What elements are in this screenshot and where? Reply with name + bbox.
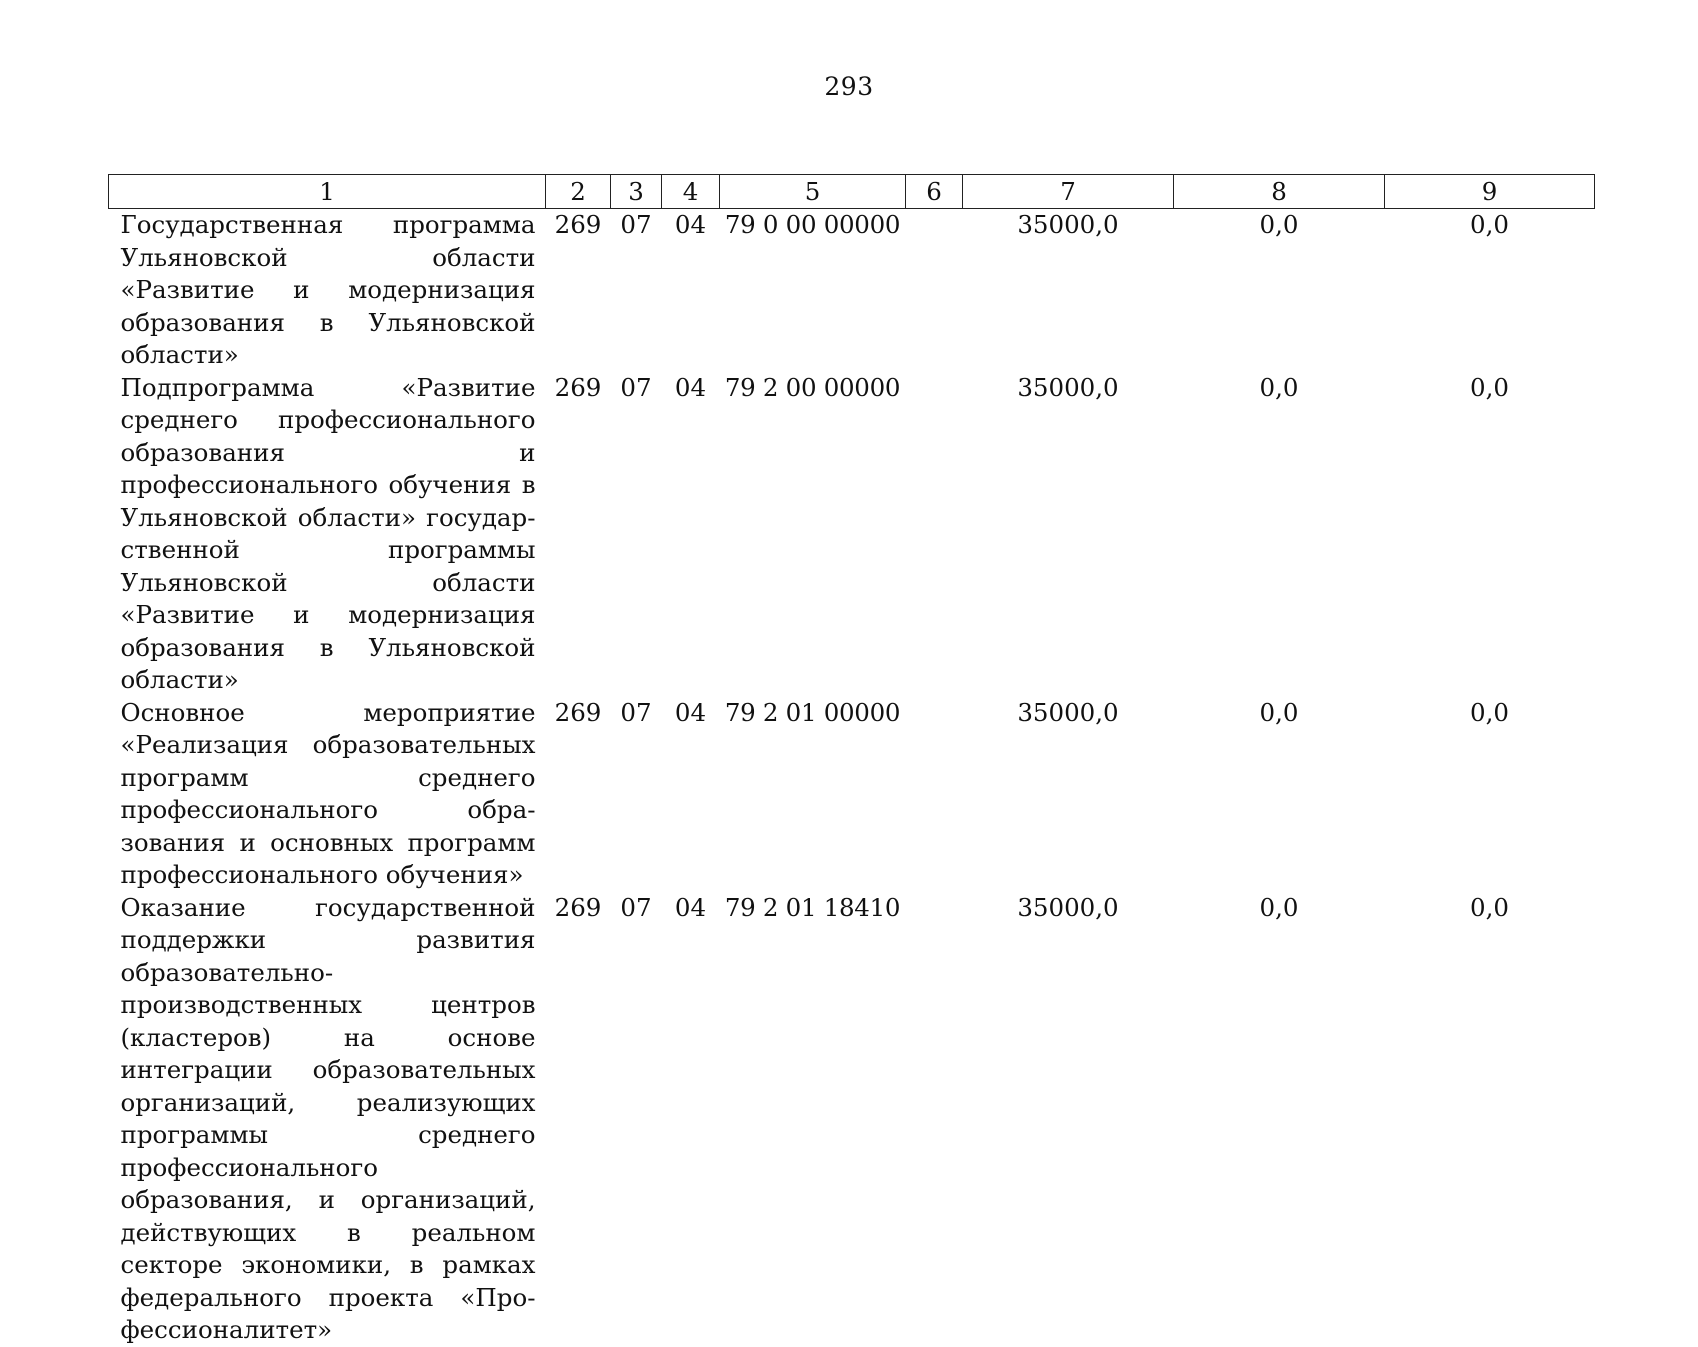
cell-col9: 0,0 [1470,892,1509,922]
row-description: Основное мероприятие «Реализация образовательных программ среднего профессионального образования и основных программ профессионального обучения» [120,697,536,889]
column-header-6: 6 [906,175,963,209]
column-header-7: 7 [963,175,1174,209]
table-header-row [109,175,1595,209]
cell-col8: 0,0 [1259,892,1299,922]
column-header-8: 8 [1174,175,1385,209]
table-row [109,209,1595,372]
cell-col6 [906,372,963,697]
column-header-2: 2 [546,175,611,209]
cell-col6 [906,697,963,892]
cell-col6 [906,892,963,1347]
cell-col3: 07 [620,697,652,727]
cell-col5: 79 0 00 00000 [724,210,901,239]
cell-col7: 35000,0 [1017,697,1119,727]
cell-col4: 04 [674,697,707,727]
budget-table [108,174,1595,1347]
cell-col5: 79 2 01 18410 [724,892,901,922]
cell-col6 [906,209,963,372]
cell-col8: 0,0 [1259,210,1299,239]
cell-col5: 79 2 00 00000 [724,372,901,402]
cell-col8: 0,0 [1259,372,1299,402]
cell-col3: 07 [620,372,652,402]
cell-col5: 79 2 01 00000 [724,697,901,727]
row-description: Подпрограмма «Развитие среднего профессионального образования и профессионального обучения в Ульяновской области» государственной программы Ульяновской области «Развитие и модернизация образования в Ульяновской области» [120,372,536,694]
row-description: Государственная программа Ульяновской области «Развитие и модернизация образования в Ульяновской области» [120,210,536,369]
row-description: Оказание государственной поддержки развития образовательно-производственных центров (кластеров) на основе интеграции образовательных организаций, реализующих программы среднего профессионального образования, и организаций, действующих в реальном секторе экономики, в рамках федерального проекта «Профессионалитет» [120,892,536,1344]
cell-col7: 35000,0 [1017,372,1119,402]
cell-col9: 0,0 [1470,210,1509,239]
table-row [109,372,1595,697]
table-row [109,892,1595,1347]
cell-col7: 35000,0 [1017,210,1119,239]
cell-col8: 0,0 [1259,697,1299,727]
cell-col4: 04 [674,372,707,402]
cell-col4: 04 [674,210,707,239]
column-header-3: 3 [611,175,662,209]
cell-col2: 269 [554,372,602,402]
cell-col4: 04 [674,892,707,922]
table-row [109,697,1595,892]
cell-col7: 35000,0 [1017,892,1119,922]
cell-col3: 07 [620,892,652,922]
cell-col9: 0,0 [1470,372,1509,402]
column-header-4: 4 [662,175,720,209]
page-number: 293 [824,72,874,101]
cell-col3: 07 [620,210,652,239]
column-header-1: 1 [109,175,546,209]
cell-col2: 269 [554,210,602,239]
cell-col2: 269 [554,892,602,922]
cell-col9: 0,0 [1470,697,1509,727]
column-header-5: 5 [720,175,906,209]
cell-col2: 269 [554,697,602,727]
column-header-9: 9 [1385,175,1595,209]
